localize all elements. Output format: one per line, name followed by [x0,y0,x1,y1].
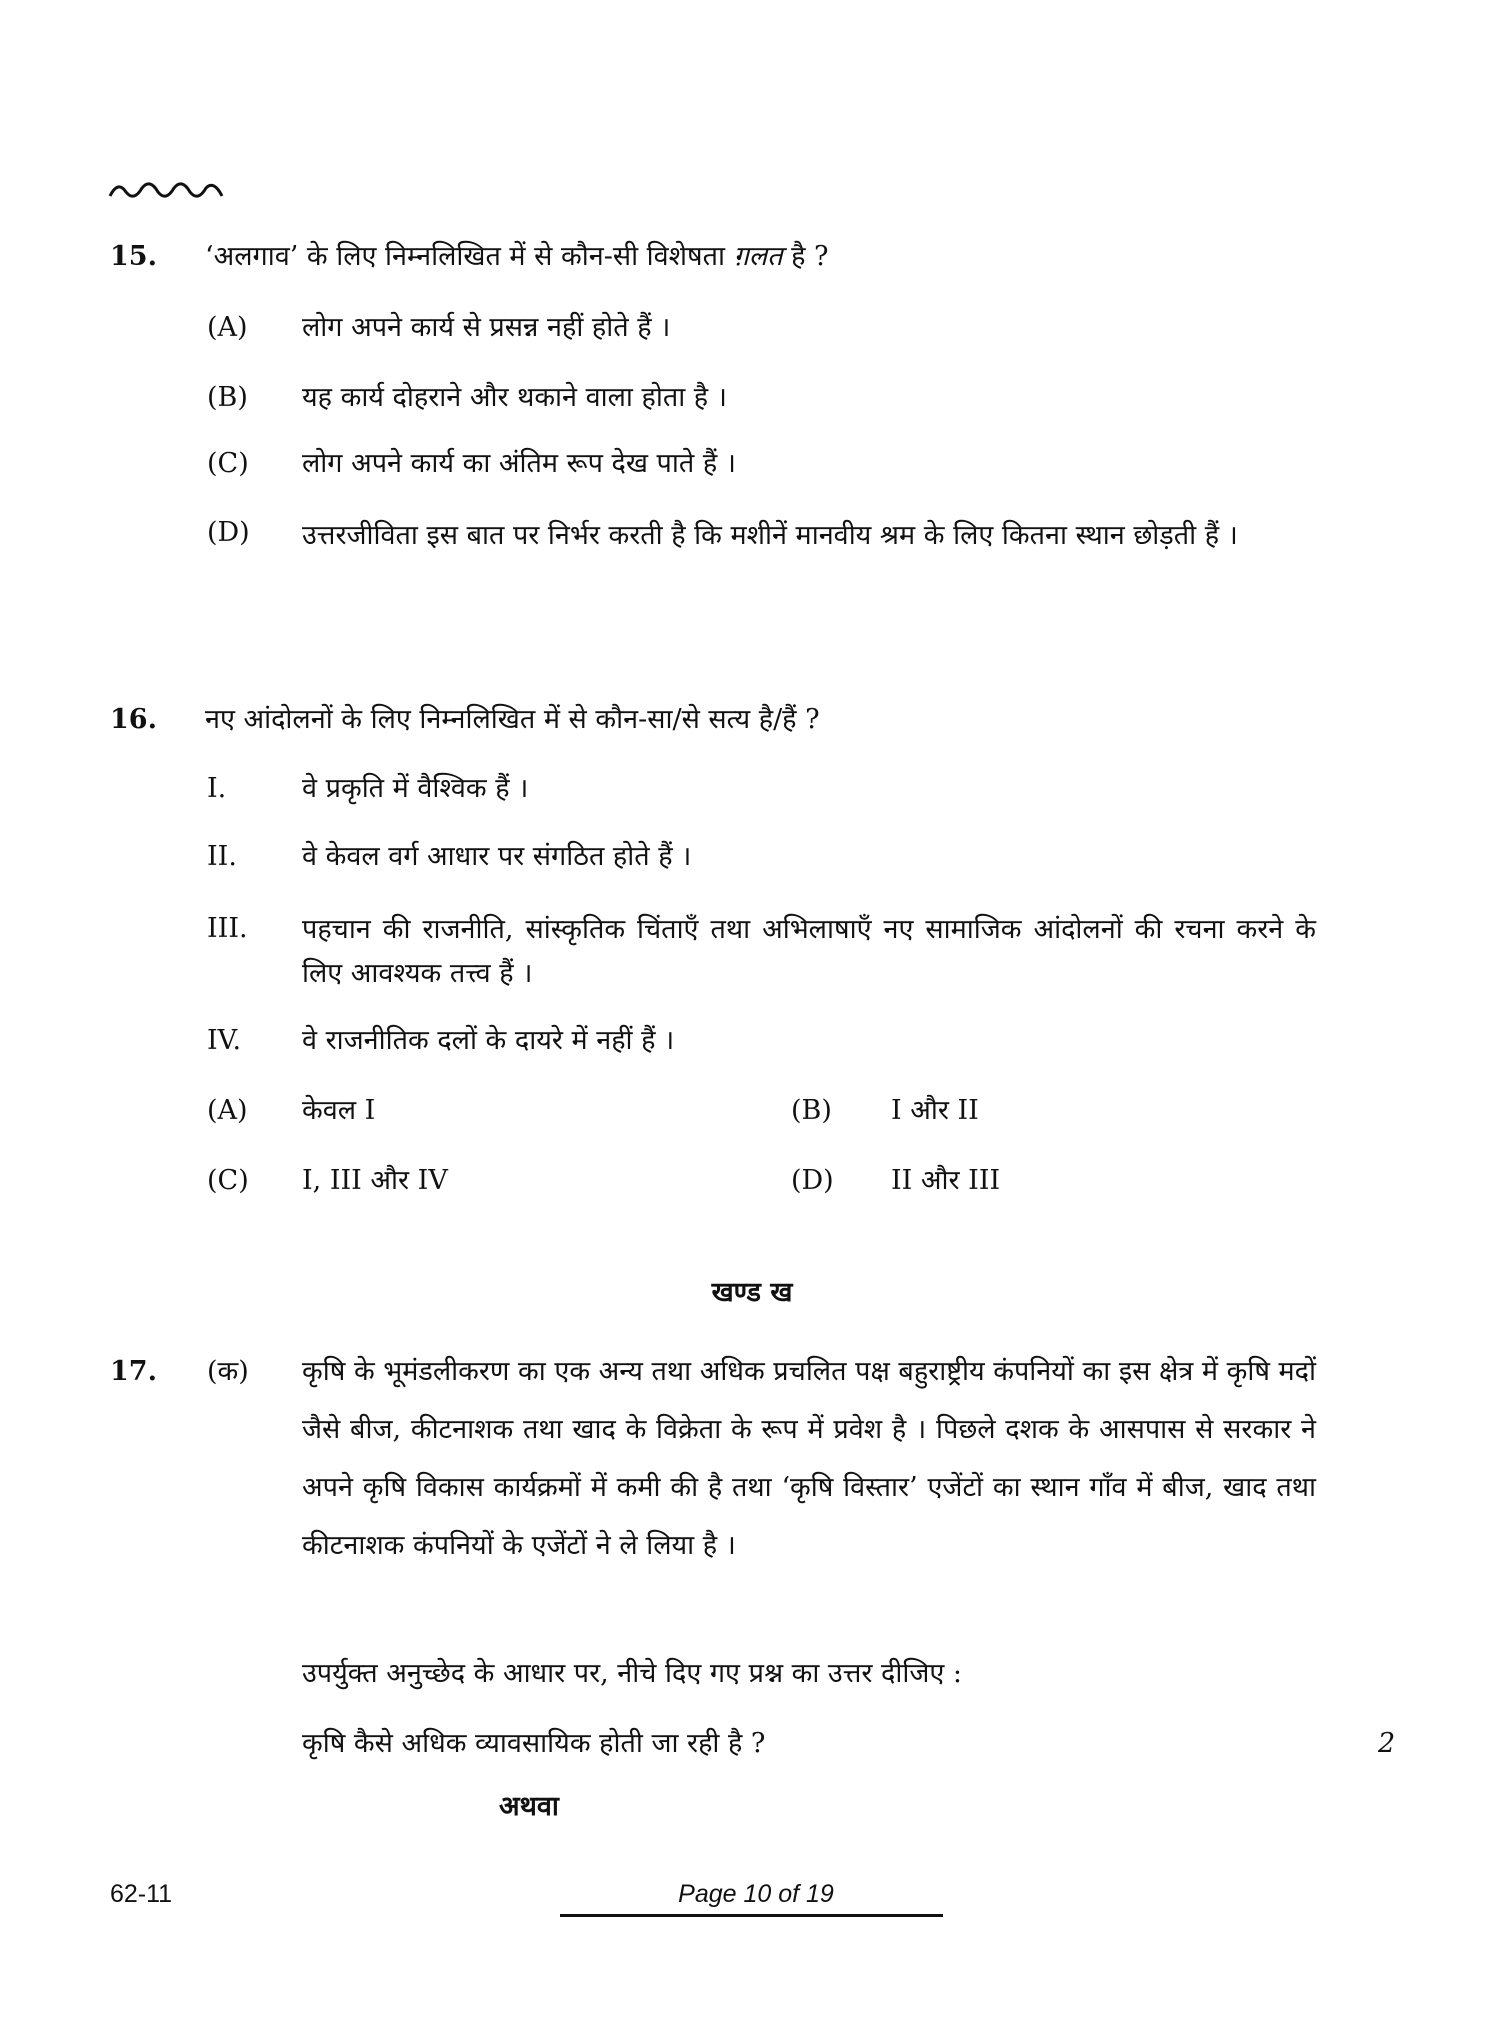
question-15-prefix: ‘अलगाव’ के लिए निम्नलिखित में से कौन-सी विशेषता [205,241,734,272]
statement-iv-text: वे राजनीतिक दलों के दायरे में नहीं हैं । [302,1025,675,1056]
page-number: Page 10 of 19 [678,1880,834,1908]
question-17-instruction: उपर्युक्त अनुच्छेद के आधार पर, नीचे दिए गए प्रश्न का उत्तर दीजिए : [302,1658,962,1689]
question-17-part: (क) [207,1356,249,1387]
question-15-emphasis: ग़लत [733,241,783,272]
q15-option-a-text: लोग अपने कार्य से प्रसन्न नहीं होते हैं । [302,312,671,343]
question-15-number: 15. [110,241,157,272]
question-17-marks: 2 [1378,1728,1396,1759]
statement-iii-text: पहचान की राजनीति, सांस्कृतिक चिंताएँ तथा अभिलाषाएँ नए सामाजिक आंदोलनों की रचना करने के लिए आवश्यक तत्त्व हैं । [302,914,1316,989]
statement-i-label: I. [207,773,227,804]
or-label: अथवा [499,1791,559,1822]
question-16-number: 16. [110,704,157,735]
q15-option-b-label: (B) [207,382,248,413]
question-16-text: नए आंदोलनों के लिए निम्नलिखित में से कौन-सा/से सत्य है/हैं ? [205,704,820,735]
q16-option-c-text: I, III और IV [302,1165,448,1196]
paper-code: 62-11 [110,1880,173,1908]
q15-option-a-label: (A) [207,312,248,343]
question-17-question: कृषि कैसे अधिक व्यावसायिक होती जा रही है ? [302,1728,766,1759]
statement-iii-label: III. [207,913,248,944]
statement-iv-label: IV. [207,1025,242,1056]
question-17-passage: कृषि के भूमंडलीकरण का एक अन्य तथा अधिक प्रचलित पक्ष बहुराष्ट्रीय कंपनियों का इस क्षेत्र में कृषि मदों जैसे बीज, कीटनाशक तथा खाद के विक्रेता के रूप में प्रवेश है । पिछले दशक के आसपास से सरकार ने अपने कृषि विकास कार्यक्रमों में कमी की है तथा ‘कृषि विस्तार’ एजेंटों का स्थान गाँव में बीज, खाद तथा कीटनाशक कंपनियों के एजेंटों ने ले लिया है । [302,1356,1316,1561]
question-15-suffix: है ? [782,241,829,272]
statement-ii-text: वे केवल वर्ग आधार पर संगठित होते हैं । [302,841,692,872]
q15-option-c-label: (C) [207,448,249,479]
q15-option-b-text: यह कार्य दोहराने और थकाने वाला होता है । [302,382,727,413]
footer-underline [560,1914,943,1917]
q16-option-d-label: (D) [791,1165,834,1196]
q16-option-d-text: II और III [891,1165,1001,1196]
q16-option-a-label: (A) [207,1095,248,1126]
wave-mark-icon [108,178,226,202]
q15-option-d-text: उत्तरजीविता इस बात पर निर्भर करती है कि मशीनें मानवीय श्रम के लिए कितना स्थान छोड़ती हैं । [302,520,1238,551]
statement-i-text: वे प्रकृति में वैश्विक हैं । [302,773,529,804]
q15-option-c-text: लोग अपने कार्य का अंतिम रूप देख पाते हैं । [302,448,736,479]
section-heading: खण्ड ख [711,1277,793,1308]
statement-ii-label: II. [207,841,237,872]
q16-option-c-label: (C) [207,1165,249,1196]
q16-option-b-label: (B) [791,1095,832,1126]
question-17-number: 17. [110,1356,157,1387]
q16-option-b-text: I और II [891,1095,979,1126]
q16-option-a-text: केवल I [302,1095,376,1126]
question-15-text [205,240,829,274]
q15-option-d-label: (D) [207,517,250,548]
